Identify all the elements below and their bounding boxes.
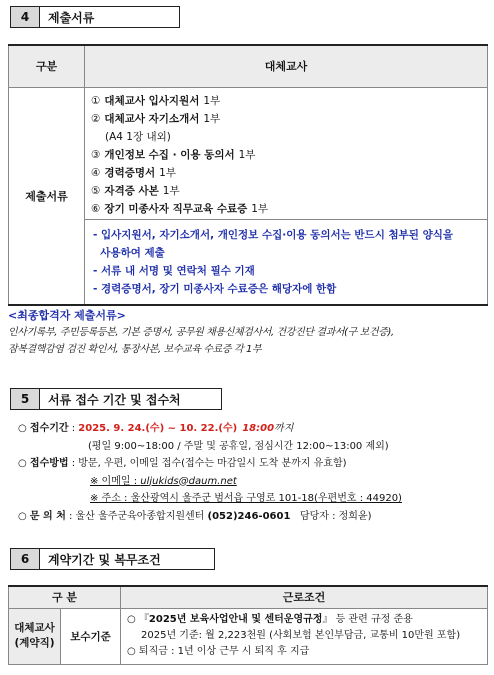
section-6-header bbox=[10, 548, 215, 570]
column-header-category: 구 분 bbox=[9, 586, 121, 608]
contact-line: ○ 문 의 처 : 울산 울주군육아종합지원센터 (052)246-0601 담당자 : 정희윤) bbox=[18, 510, 372, 522]
section-number: 5 bbox=[10, 388, 40, 410]
document-item: ② 대체교사 자기소개서 1부 bbox=[91, 112, 221, 125]
method-line: ○ 접수방법 : 방문, 우편, 이메일 접수(접수는 마감일시 도착 분까지 유효함) bbox=[18, 458, 347, 469]
period-time: 18:00 bbox=[242, 423, 275, 434]
row-label: 대체교사 (계약직) bbox=[9, 608, 61, 664]
contact-label: 문 의 처 bbox=[29, 510, 66, 522]
document-item: ④ 경력증명서 1부 bbox=[91, 166, 176, 179]
notes-cell bbox=[85, 219, 488, 305]
section-title: 계약기간 및 복무조건 bbox=[40, 548, 215, 570]
email-link[interactable]: uljukids@daum.net bbox=[140, 475, 237, 487]
address-line: ※ 주소 : 울산광역시 울주군 범서읍 구영로 101-18(우편번호 : 44920) bbox=[90, 493, 402, 504]
contract-conditions-table bbox=[8, 585, 488, 665]
document-list-cell bbox=[85, 87, 488, 219]
note-line: - 경력증명서, 장기 미종사자 수료증은 해당자에 한함 bbox=[93, 282, 337, 295]
document-item: ⑤ 자격증 사본 1부 bbox=[91, 184, 180, 197]
final-applicant-docs bbox=[8, 307, 490, 358]
note-line: - 입사지원서, 자기소개서, 개인정보 수집·이용 동의서는 반드시 첨부된 양식을 bbox=[93, 228, 454, 241]
section-title: 서류 접수 기간 및 접수처 bbox=[40, 388, 222, 410]
conditions-cell: ○ 『2025년 보육사업안내 및 센터운영규정』 등 관련 규정 준용 2025년 기준: 월 2,223천원 (사회보험 본인부담금, 교통비 10만원 포함) ○ 퇴직금 : 1년 이상 근무 시 퇴직 후 지급 bbox=[121, 608, 488, 664]
document-item: ⑥ 장기 미종사자 직무교육 수료증 1부 bbox=[91, 202, 269, 215]
period-dates: 2025. 9. 24.(수) ~ 10. 22.(수) bbox=[78, 423, 238, 434]
period-sub: (평일 9:00~18:00 / 주말 및 공휴일, 점심시간 12:00~13:00 제외) bbox=[88, 440, 389, 452]
salary-line: 2025년 기준: 월 2,223천원 (사회보험 본인부담금, 교통비 10만원 포함) bbox=[141, 629, 461, 641]
final-docs-heading: <최종합격자 제출서류> bbox=[8, 309, 126, 322]
column-header-conditions: 근로조건 bbox=[121, 586, 488, 608]
application-info bbox=[18, 420, 488, 525]
section-5-header bbox=[10, 388, 222, 410]
column-header-category: 구분 bbox=[9, 45, 85, 87]
final-docs-line: 인사기록부, 주민등록등본, 기본 증명서, 공무원 채용신체검사서, 건강진단 결과서(구 보건증), bbox=[8, 327, 394, 338]
document-item: (A4 1장 내외) bbox=[105, 130, 171, 143]
note-line: - 서류 내 서명 및 연락처 필수 기재 bbox=[93, 264, 255, 277]
final-docs-line: 잠복결핵감염 검진 확인서, 통장사본, 보수교육 수료증 각 1부 bbox=[8, 344, 262, 355]
sub-label: 보수기준 bbox=[61, 608, 121, 664]
column-header-substitute-teacher: 대체교사 bbox=[85, 45, 488, 87]
document-item: ③ 개인정보 수집 · 이용 동의서 1부 bbox=[91, 148, 256, 161]
period-label: 접수기간 bbox=[29, 423, 69, 434]
method-label: 접수방법 bbox=[29, 458, 69, 469]
row-label: 제출서류 bbox=[9, 87, 85, 305]
contact-phone: (052)246-0601 bbox=[207, 510, 291, 522]
method-text: : 방문, 우편, 이메일 접수(접수는 마감일시 도착 분까지 유효함) bbox=[68, 458, 347, 469]
document-list bbox=[91, 92, 487, 218]
submission-documents-table bbox=[8, 44, 488, 306]
section-title: 제출서류 bbox=[40, 6, 180, 28]
document-item: ① 대체교사 입사지원서 1부 bbox=[91, 94, 221, 107]
period-tail: 까지 bbox=[274, 423, 294, 434]
severance-line: ○ 퇴직금 : 1년 이상 근무 시 퇴직 후 지급 bbox=[127, 645, 310, 657]
period-line: ○ 접수기간 : 2025. 9. 24.(수) ~ 10. 22.(수) 18:00까지 bbox=[18, 423, 294, 434]
section-4-header bbox=[10, 6, 180, 28]
email-line: ※ 이메일 : uljukids@daum.net bbox=[90, 475, 237, 487]
note-line: 사용하여 제출 bbox=[93, 246, 165, 259]
section-number: 4 bbox=[10, 6, 40, 28]
section-number: 6 bbox=[10, 548, 40, 570]
